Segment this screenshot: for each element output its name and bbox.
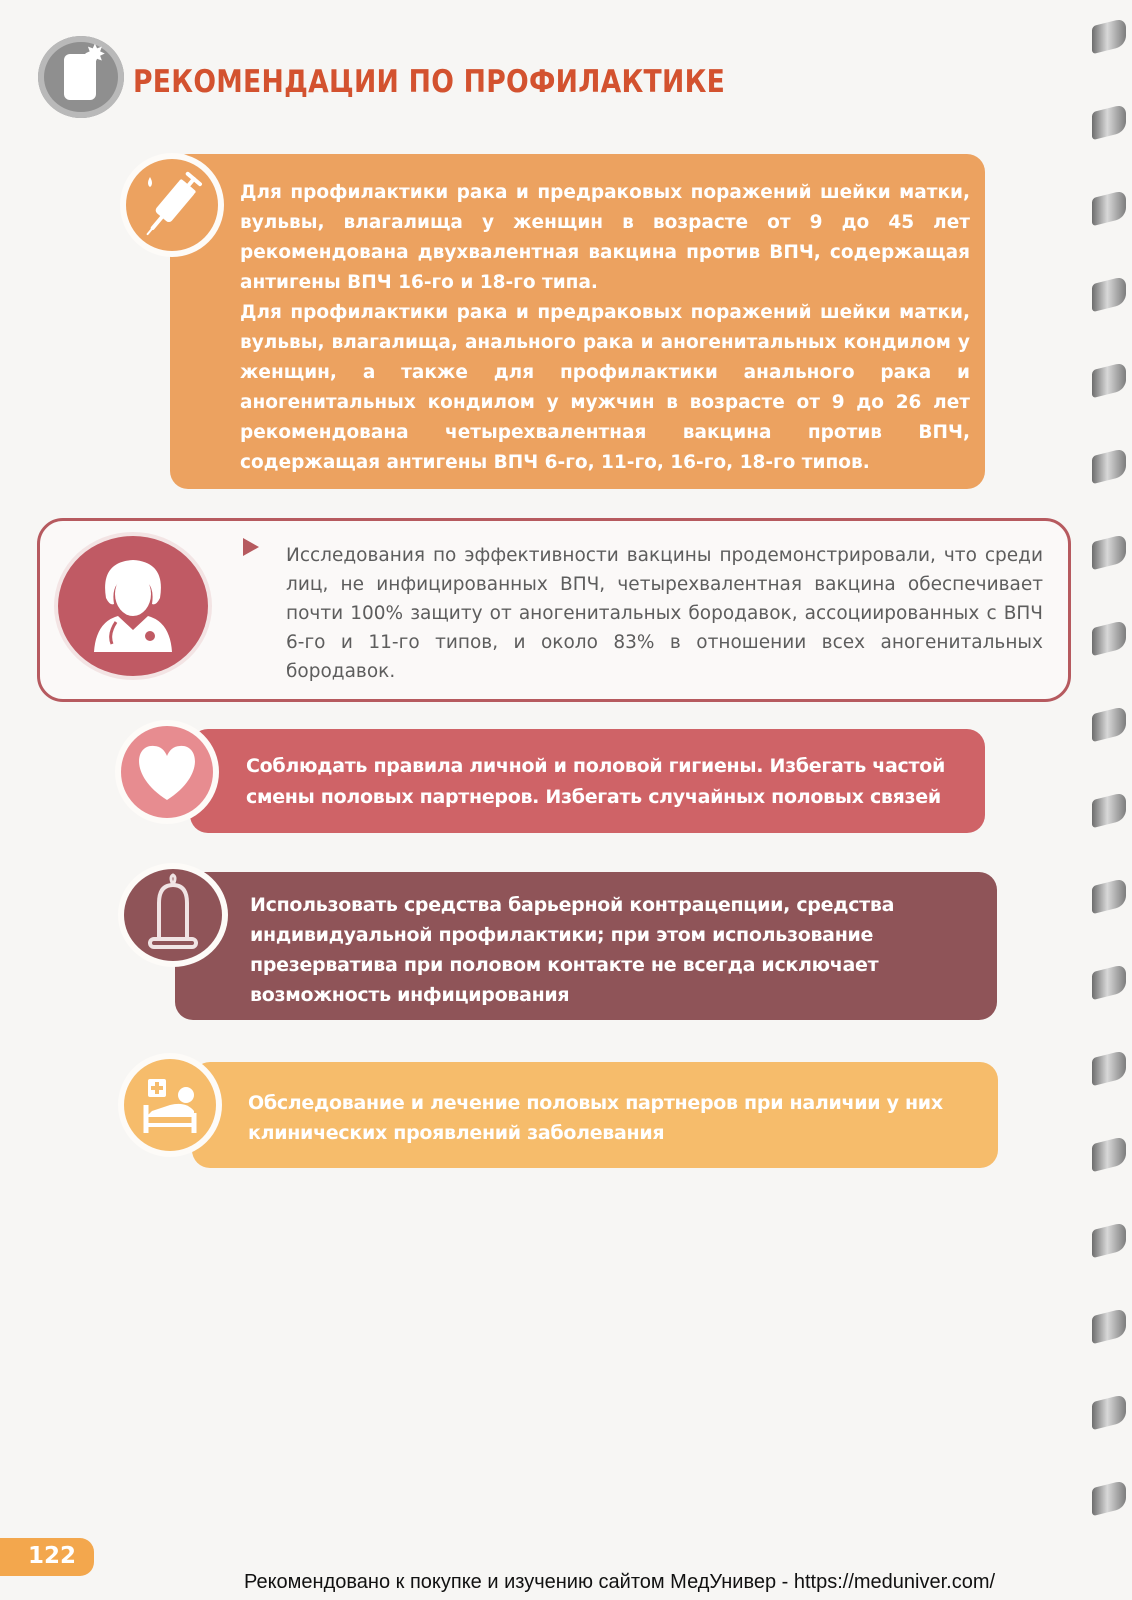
binder-ring [1092,448,1126,484]
doctor-icon [58,536,208,676]
binder-ring [1092,534,1126,570]
hygiene-box [190,729,985,833]
hospital-bed-icon [118,1053,222,1157]
partners-box [192,1062,998,1168]
binder-ring [1092,878,1126,914]
binder-ring [1092,1394,1126,1430]
syringe-icon [120,153,224,257]
vaccine-paragraph-1: Для профилактики рака и предраковых поражений шейки матки, вульвы, влагалища у женщин в возрасте от 9 до 45 лет рекомендована двухвалентная вакцина против ВПЧ, содержащая антигены ВПЧ 16-го и 18-го типа. [240,182,970,293]
binder-ring [1092,964,1126,1000]
research-paragraph: Исследования по эффективности вакцины продемонстрировали, что среди лиц, не инфицированных ВПЧ, четырехвалентная вакцина обеспечивает почти 100% защиту от аногенитальных бородавок, ассоциированных с ВПЧ 6-го и 11-го типов, и около 83% в отношении всех аногенитальных бородавок. [286,545,1043,682]
partners-text: Обследование и лечение половых партнеров при наличии у них клинических проявлений заболевания [248,1092,943,1144]
hygiene-text: Соблюдать правила личной и половой гигиены. Избегать частой смены половых партнеров. Избегать случайных половых связей [246,755,945,808]
binder-ring [1092,1222,1126,1258]
research-text [286,541,1043,686]
binder-ring [1092,104,1126,140]
barrier-text: Использовать средства барьерной контрацепции, средства индивидуальной профилактики; при этом использование презерватива при половом контакте не всегда исключает возможность инфицирования [250,894,895,1006]
vaccine-recommendation-box [170,154,985,489]
binder-ring [1092,620,1126,656]
binder-ring [1092,792,1126,828]
condom-icon [118,863,228,967]
binder-ring [1092,276,1126,312]
page-number-badge [0,1538,94,1576]
binder-ring [1092,1050,1126,1086]
document-burst-icon: ✸ [38,36,124,118]
barrier-contraception-box [175,872,997,1020]
binder-ring [1092,1136,1126,1172]
vaccine-paragraph-2: Для профилактики рака и предраковых поражений шейки матки, вульвы, влагалища, анального рака и аногенитальных кондилом у женщин, а также для профилактики анального рака и аногенитальных кондилом у мужчин в возрасте от 9 до 26 лет рекомендована четырехвалентная вакцина против ВПЧ, содержащая антигены ВПЧ 6-го, 11-го, 16-го, 18-го типов. [240,302,970,473]
binder-ring [1092,1480,1126,1516]
vaccine-text [240,178,970,478]
binder-ring [1092,706,1126,742]
binder-ring [1092,18,1126,54]
binder-ring [1092,190,1126,226]
page-number: 122 [28,1543,77,1569]
binder-ring [1092,1308,1126,1344]
heart-icon [115,720,219,824]
binder-ring [1092,362,1126,398]
bullet-triangle-icon [243,538,259,556]
page-title: РЕКОМЕНДАЦИИ ПО ПРОФИЛАКТИКЕ [133,64,726,100]
footer-note: Рекомендовано к покупке и изучению сайтом МедУнивер - https://meduniver.com/ [244,1571,996,1593]
